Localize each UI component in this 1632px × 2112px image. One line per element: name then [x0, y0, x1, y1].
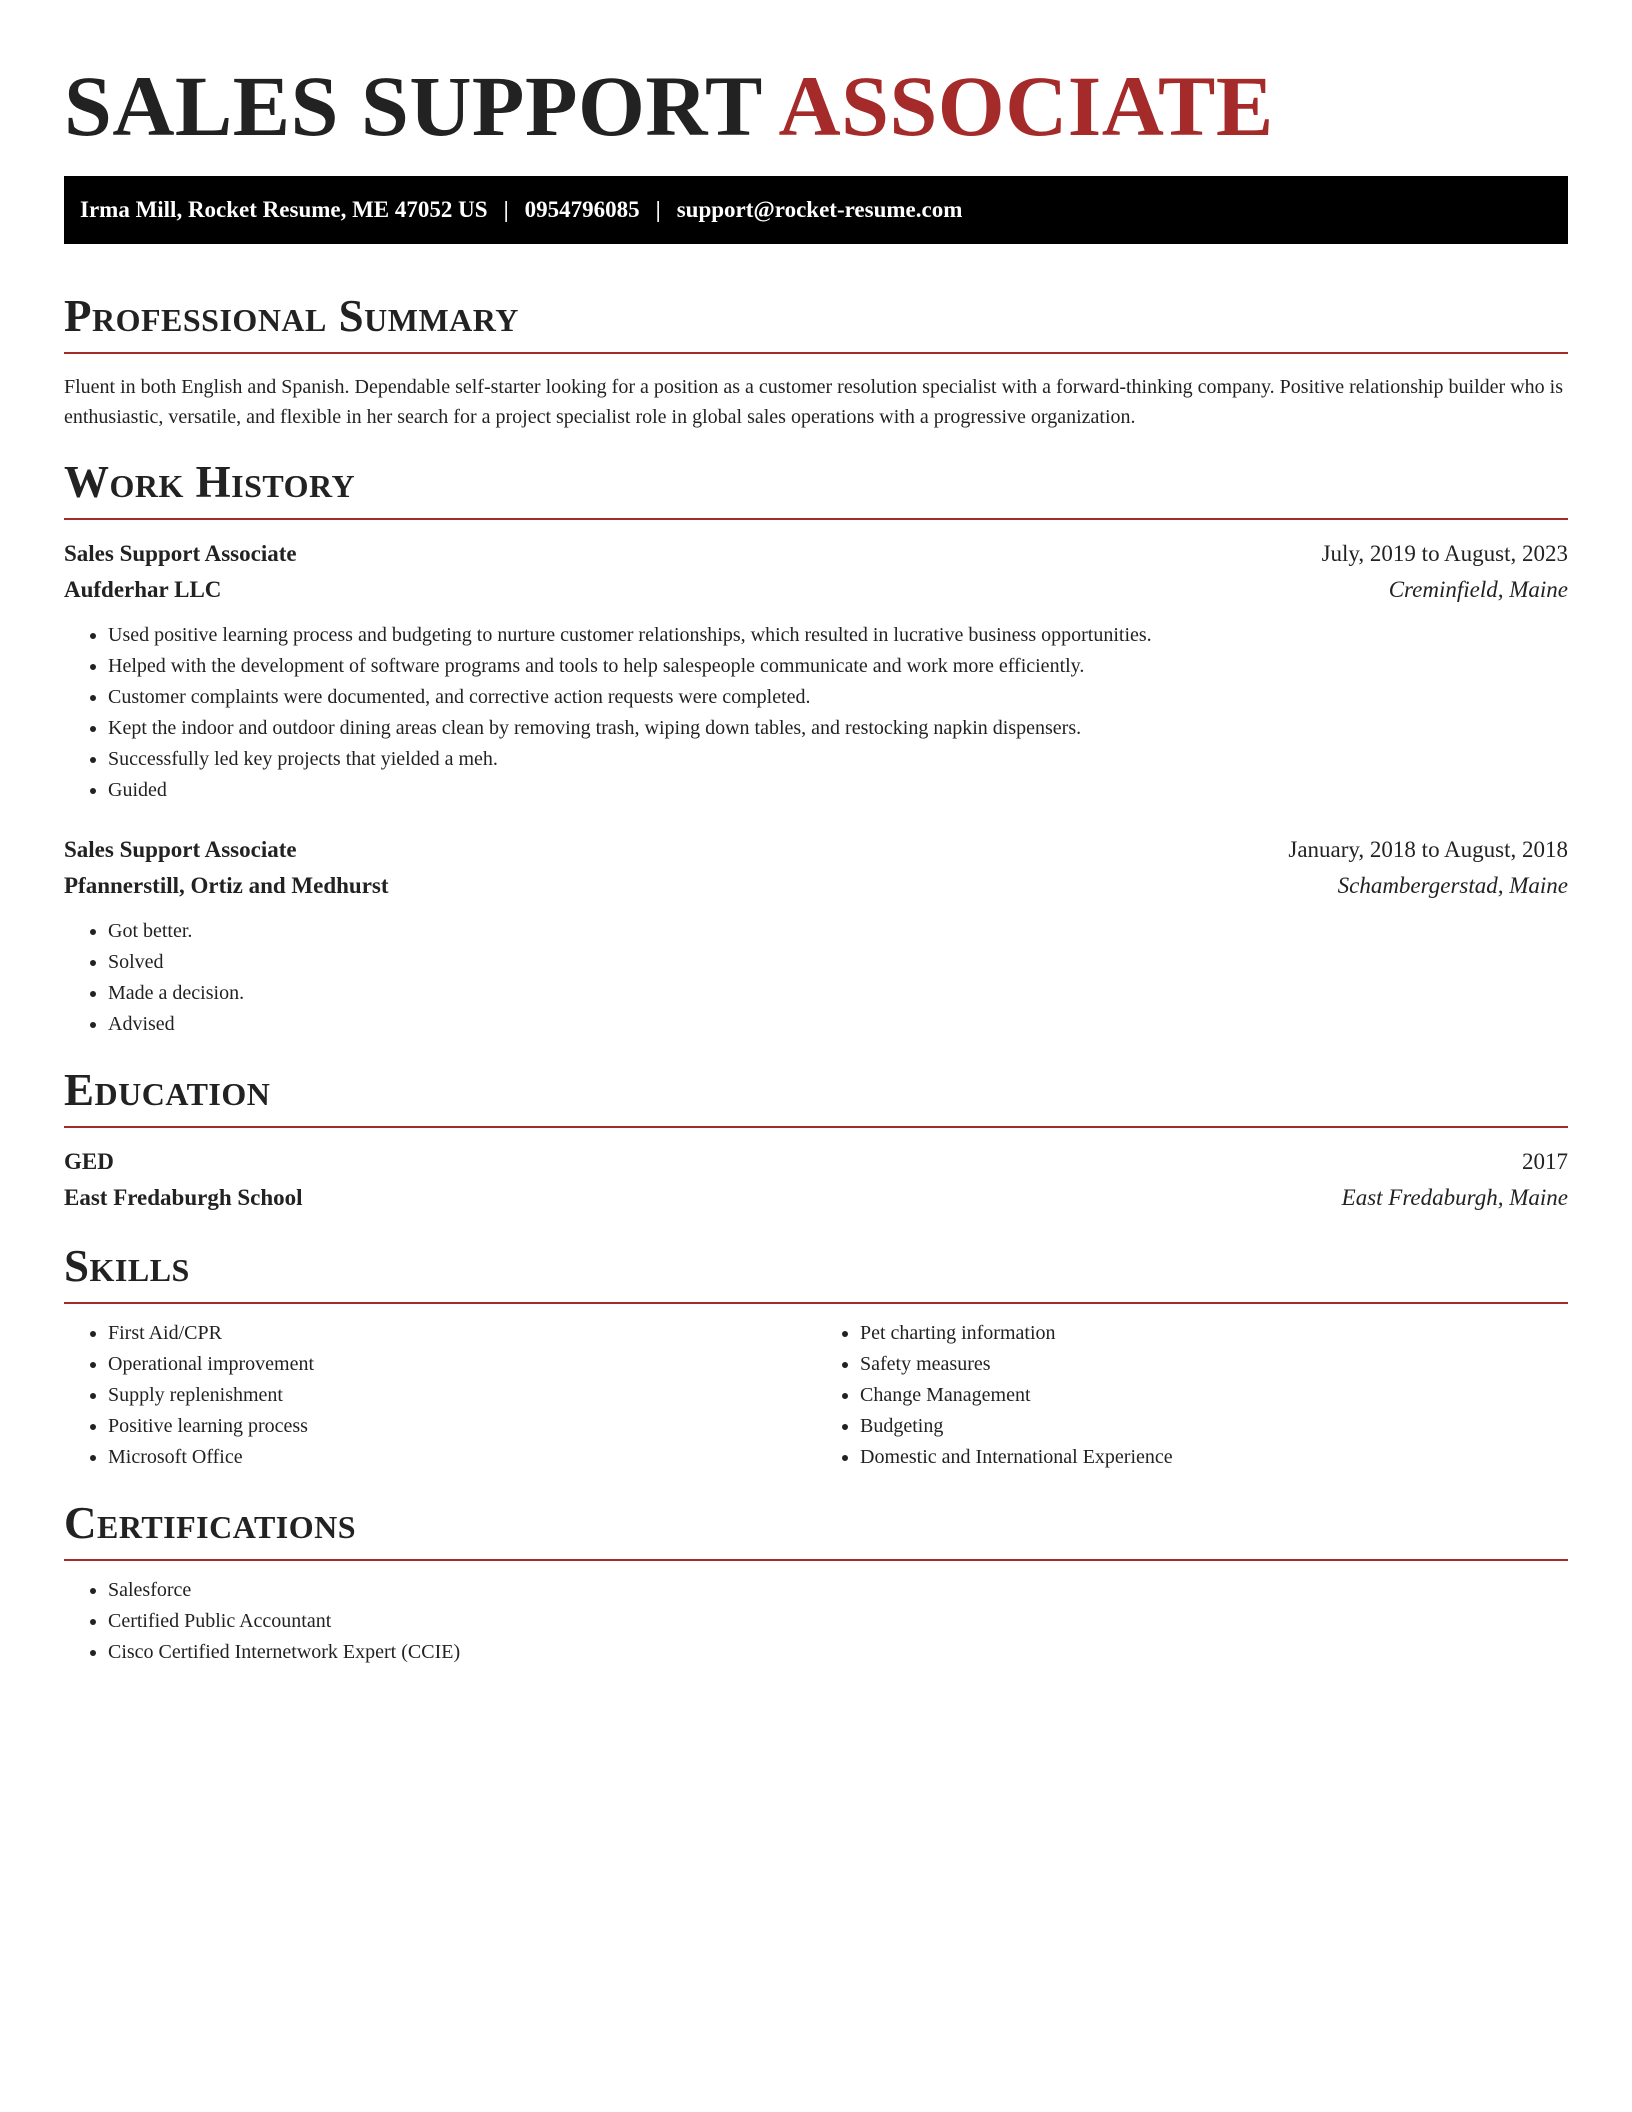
list-item: • Successfully led key projects that yielded a meh.: [108, 744, 1568, 775]
education-entry: [64, 1144, 1568, 1216]
summary-heading: Professional Summary: [64, 291, 519, 341]
job-header-row: [64, 536, 1568, 572]
education-degree: GED: [64, 1149, 114, 1174]
contact-address: Irma Mill, Rocket Resume, ME 47052 US: [80, 197, 488, 222]
list-item: • Positive learning process: [108, 1411, 816, 1442]
job-location: Schambergerstad, Maine: [1337, 873, 1568, 898]
education-header-row: [64, 1144, 1568, 1180]
list-item: • Domestic and International Experience: [860, 1442, 1568, 1473]
job-company-row: [64, 868, 1568, 904]
education-school: East Fredaburgh School: [64, 1185, 303, 1210]
title-part-2: ASSOCIATE: [778, 58, 1274, 154]
list-item: • Microsoft Office: [108, 1442, 816, 1473]
education-heading: Education: [64, 1065, 271, 1115]
job-entry: [64, 536, 1568, 806]
list-item: • Certified Public Accountant: [108, 1606, 1568, 1637]
contact-separator: |: [655, 197, 661, 222]
list-item: • Made a decision.: [108, 978, 1568, 1009]
list-item: • Guided: [108, 775, 1568, 806]
summary-text: Fluent in both English and Spanish. Dependable self-starter looking for a position as a customer resolution specialist with a forward-thinking company. Positive relationship builder who is enthusiastic, versatile, and flexible in her search for a project specialist role in global sales operations with a progressive organization.: [64, 376, 1563, 428]
education-location: East Fredaburgh, Maine: [1341, 1185, 1568, 1210]
title-part-1: SALES SUPPORT: [64, 58, 762, 154]
contact-phone: 0954796085: [524, 197, 640, 222]
job-header-row: [64, 832, 1568, 868]
list-item: • Advised: [108, 1009, 1568, 1040]
skills-left-column: [64, 1318, 816, 1473]
job-title: Sales Support Associate: [64, 541, 297, 566]
list-item: • First Aid/CPR: [108, 1318, 816, 1349]
skills-grid: [64, 1318, 1568, 1473]
list-item: • Operational improvement: [108, 1349, 816, 1380]
job-title: Sales Support Associate: [64, 837, 297, 862]
job-company: Pfannerstill, Ortiz and Medhurst: [64, 873, 389, 898]
resume-page: [64, 0, 1568, 1668]
job-bullets: [64, 916, 1568, 1040]
skills-heading: Skills: [64, 1241, 190, 1291]
contact-bar: [64, 176, 1568, 244]
contact-separator: |: [503, 197, 509, 222]
section-divider: [64, 1559, 1568, 1561]
list-item: • Cisco Certified Internetwork Expert (CCIE): [108, 1637, 1568, 1668]
job-company-row: [64, 572, 1568, 608]
certifications-list: [64, 1575, 1568, 1668]
list-item: • Supply replenishment: [108, 1380, 816, 1411]
job-bullets: [64, 620, 1568, 806]
list-item: • Helped with the development of software programs and tools to help salespeople communicate and work more efficiently.: [108, 651, 1568, 682]
education-school-row: [64, 1180, 1568, 1216]
job-entry: [64, 832, 1568, 1040]
list-item: • Change Management: [860, 1380, 1568, 1411]
list-item: • Got better.: [108, 916, 1568, 947]
list-item: • Safety measures: [860, 1349, 1568, 1380]
section-divider: [64, 1126, 1568, 1128]
contact-email: support@rocket-resume.com: [676, 197, 963, 222]
list-item: • Budgeting: [860, 1411, 1568, 1442]
list-item: • Kept the indoor and outdoor dining areas clean by removing trash, wiping down tables, and restocking napkin dispensers.: [108, 713, 1568, 744]
resume-title: [64, 56, 1568, 156]
section-divider: [64, 1302, 1568, 1304]
job-company: Aufderhar LLC: [64, 577, 222, 602]
job-dates: July, 2019 to August, 2023: [1321, 541, 1568, 566]
work-history-heading: Work History: [64, 457, 356, 507]
education-year: 2017: [1522, 1149, 1568, 1174]
list-item: • Solved: [108, 947, 1568, 978]
job-dates: January, 2018 to August, 2018: [1288, 837, 1568, 862]
skills-right-column: [816, 1318, 1568, 1473]
job-location: Creminfield, Maine: [1388, 577, 1568, 602]
list-item: • Salesforce: [108, 1575, 1568, 1606]
section-divider: [64, 352, 1568, 354]
section-divider: [64, 518, 1568, 520]
list-item: • Used positive learning process and budgeting to nurture customer relationships, which resulted in lucrative business opportunities.: [108, 620, 1568, 651]
list-item: • Customer complaints were documented, and corrective action requests were completed.: [108, 682, 1568, 713]
list-item: • Pet charting information: [860, 1318, 1568, 1349]
certifications-heading: Certifications: [64, 1498, 357, 1548]
